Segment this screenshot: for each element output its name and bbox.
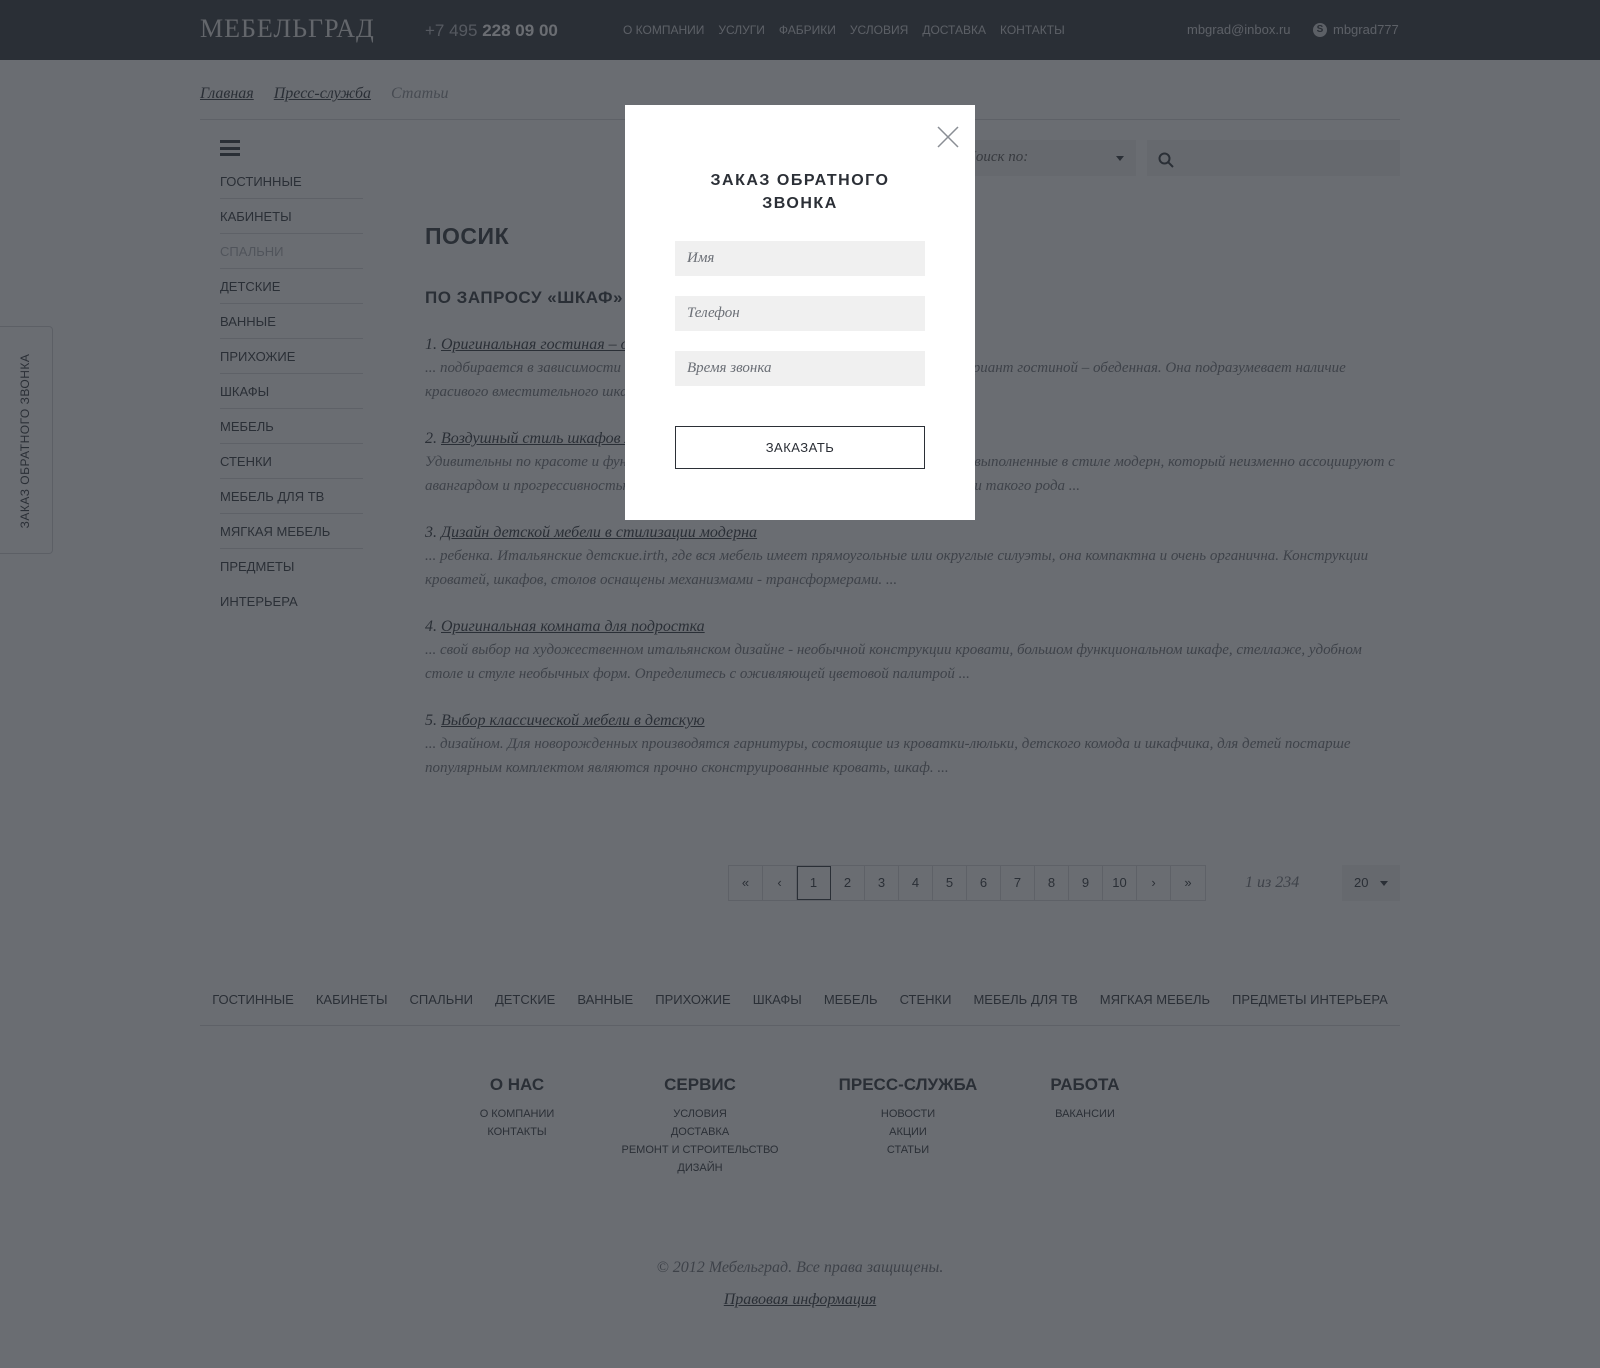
name-field[interactable] bbox=[675, 241, 925, 276]
order-button[interactable]: ЗАКАЗАТЬ bbox=[675, 426, 925, 469]
call-time-field[interactable] bbox=[675, 351, 925, 386]
phone-field[interactable] bbox=[675, 296, 925, 331]
close-icon[interactable] bbox=[936, 125, 960, 149]
modal-title: ЗАКАЗ ОБРАТНОГО ЗВОНКА bbox=[710, 172, 890, 212]
callback-modal bbox=[625, 105, 975, 520]
